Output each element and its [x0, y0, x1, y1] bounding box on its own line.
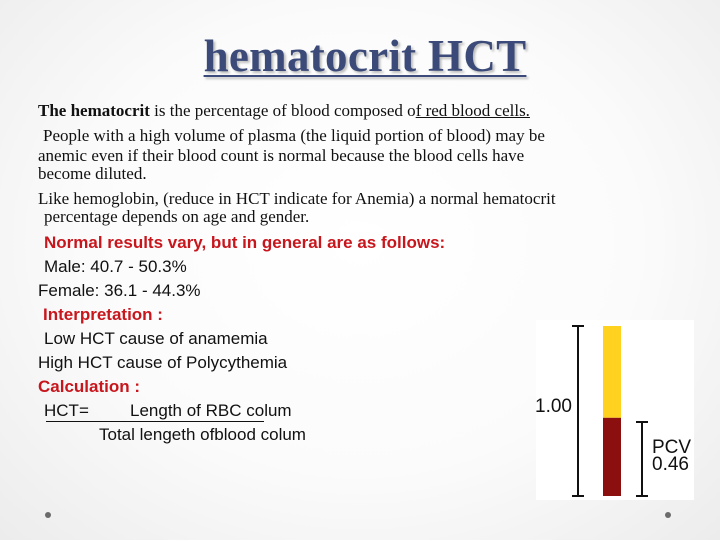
definition-underlined: f red blood cells. [415, 101, 530, 120]
fraction-bar [46, 421, 264, 422]
paragraph-plasma-line3: become diluted. [38, 164, 147, 183]
definition-text: is the percentage of blood composed o [149, 101, 416, 120]
female-range: Female: 36.1 - 44.3% [38, 281, 201, 300]
formula-denominator: Total lengeth ofblood colum [99, 425, 306, 444]
paragraph-plasma-line2: anemic even if their blood count is normal because the blood cells have [38, 146, 525, 165]
normal-results-heading: Normal results vary, but in general are as follows: [44, 233, 446, 252]
paragraph-definition [38, 102, 530, 120]
high-hct-text: High HCT cause of Polycythemia [38, 353, 288, 372]
decorative-dot-right [665, 512, 671, 518]
decorative-dot-left [45, 512, 51, 518]
male-range: Male: 40.7 - 50.3% [44, 257, 187, 276]
formula-lhs: HCT= [44, 401, 89, 420]
paragraph-hemoglobin-line2: percentage depends on age and gender. [44, 207, 310, 226]
rbc-column [603, 418, 621, 496]
slide-title: hematocrit HCT [203, 31, 527, 81]
pcv-value: 0.46 [652, 454, 689, 475]
pcv-label: PCV [652, 437, 692, 458]
total-label: 1.00 [535, 396, 572, 417]
low-hct-text: Low HCT cause of anamemia [44, 329, 268, 348]
paragraph-plasma-line1: People with a high volume of plasma (the liquid portion of blood) may be [43, 126, 545, 145]
interpretation-heading: Interpretation : [43, 305, 163, 324]
calculation-heading: Calculation : [38, 377, 141, 396]
paragraph-hemoglobin-line1: Like hemoglobin, (reduce in HCT indicate for Anemia) a normal hematocrit [38, 189, 556, 208]
plasma-column [603, 326, 621, 418]
term-hematocrit: The hematocrit [38, 101, 150, 120]
formula-numerator: Length of RBC colum [130, 401, 292, 420]
